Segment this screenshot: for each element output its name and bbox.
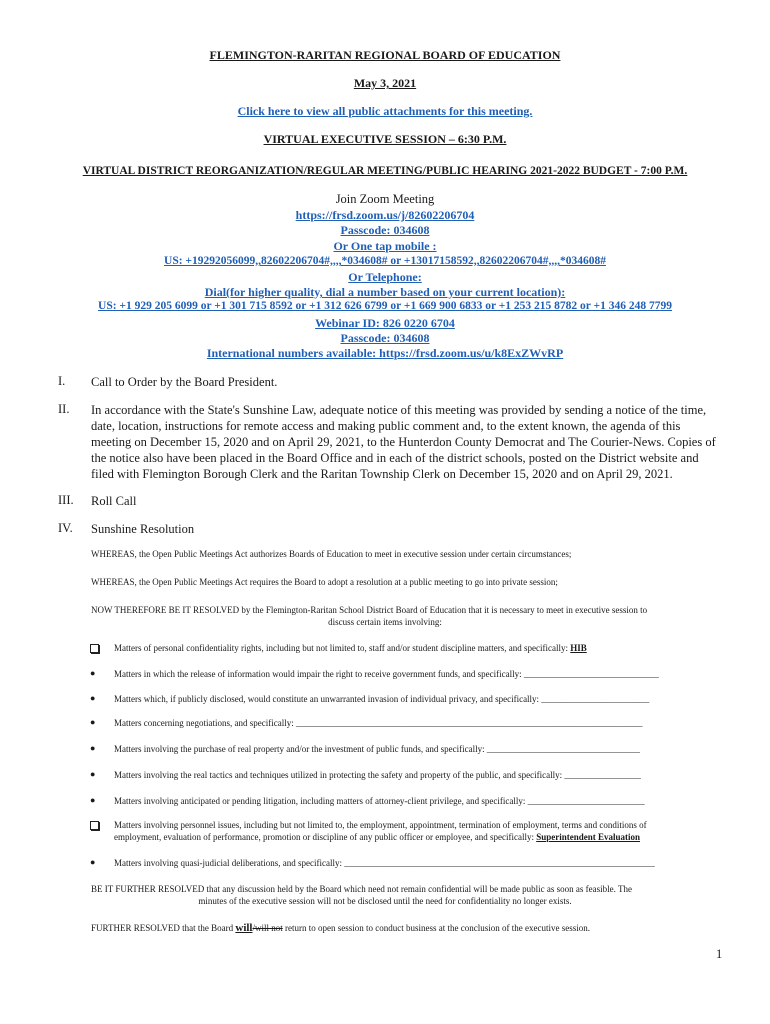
international-numbers-link[interactable]: International numbers available: https://frsd.zoom.us/u/k8ExZWvRP [206,346,564,360]
notice-line: In accordance with the State's Sunshine Law, adequate notice of this meeting was provided by sending a notice of the time, [91,403,707,417]
section-number: II. [58,402,70,416]
one-tap-label: Or One tap mobile : [333,239,437,253]
further-resolved-2: FURTHER RESOLVED that the Board will/will not return to open session to conduct business at the conclusion of the executive session. [91,922,590,934]
join-zoom-label: Join Zoom Meeting [335,192,435,206]
passcode-1: Passcode: 034608 [340,223,430,237]
meeting-date: May 3, 2021 [353,76,417,90]
attachments-link[interactable]: Click here to view all public attachments for this meeting. [237,104,533,118]
checkbox-icon [90,644,104,655]
notice-line: meeting on December 15, 2020 and on April 29, 2021, to the Hunterdon County Democrat and The Courier-News. Copies of [91,435,716,449]
will-not-struck: /will not [252,923,283,933]
section-sunshine-notice [91,402,731,482]
exec-session-heading: VIRTUAL EXECUTIVE SESSION – 6:30 P.M. [263,132,507,146]
bullet-icon: ● [90,693,96,703]
item-negotiations: Matters concerning negotiations, and specifically: _____________________________________________________________________________ [114,718,643,728]
attachments-link-row [0,104,770,119]
now-therefore-line-1: NOW THEREFORE BE IT RESOLVED by the Flemington-Raritan School District Board of Education that it is necessary to meet in executive session to [91,605,648,615]
bullet-icon: ● [90,795,96,805]
section-number: IV. [58,521,73,535]
item-specific-superintendent: Superintendent Evaluation [536,832,640,842]
will-option: will [235,922,253,934]
further-resolved-1-line-2: minutes of the executive session will not be disclosed until the need for confidentiality no longer exists. [198,896,572,906]
checkbox-icon [90,821,104,832]
passcode-2: Passcode: 034608 [340,331,430,345]
item-personnel: Matters involving personnel issues, including but not limited to, the employment, appointment, termination of employment, terms and conditions of employment, evaluation of performance, promotion or discipline of any public officer or employee, and specifically: Superintendent Evaluation [114,820,647,842]
dial-note: Dial(for higher quality, dial a number based on your current location): [204,285,566,299]
bullet-icon: ● [90,769,96,779]
bullet-icon: ● [90,743,96,753]
section-call-to-order: Call to Order by the Board President. [91,375,278,389]
notice-line: date, location, instructions for remote access and making public comment and, to the extent known, the agenda of this [91,419,681,433]
item-real-property: Matters involving the purchase of real property and/or the investment of public funds, and specifically: __________________________________ [114,744,640,754]
bullet-icon: ● [90,857,96,867]
section-number: I. [58,374,66,388]
board-title: FLEMINGTON-RARITAN REGIONAL BOARD OF EDUCATION [209,48,561,62]
further-resolved-1-line-1: BE IT FURTHER RESOLVED that any discussion held by the Board which need not remain confidential will be made public as soon as feasible. The [91,884,632,894]
whereas-2: WHEREAS, the Open Public Meetings Act requires the Board to adopt a resolution at a public meeting to go into private session; [91,577,558,587]
webinar-id: Webinar ID: 826 0220 6704 [315,316,455,330]
bullet-icon: ● [90,717,96,727]
zoom-meeting-link[interactable]: https://frsd.zoom.us/j/82602206704 [295,208,475,222]
or-telephone-label: Or Telephone: [348,270,422,284]
one-tap-numbers[interactable]: US: +19292056099,,82602206704#,,,,*034608# or +13017158592,,82602206704#,,,,*034608# [164,255,606,267]
item-government-funds: Matters in which the release of information would impair the right to receive government funds, and specifically: ______________________________ [114,669,659,679]
item-privacy: Matters which, if publicly disclosed, would constitute an unwarranted invasion of individual privacy, and specifically: ________________________ [114,694,650,704]
whereas-1: WHEREAS, the Open Public Meetings Act authorizes Boards of Education to meet in executive session under certain circumstances; [91,549,572,559]
notice-line: filed with Flemington Borough Clerk and the Raritan Township Clerk on December 15, 2020 and on April 29, 2021. [91,467,673,481]
section-number: III. [58,493,74,507]
page-number: 1 [716,947,723,961]
notice-line: the notice also have been placed in the Board Office and in each of the district schools, posted on the District website and [91,451,699,465]
item-litigation: Matters involving anticipated or pending litigation, including matters of attorney-client privilege, and specifically: __________________________ [114,796,645,806]
item-safety-tactics: Matters involving the real tactics and techniques utilized in protecting the safety and property of the public, and specifically: _________________ [114,770,641,780]
now-therefore-line-2: discuss certain items involving: [328,617,442,627]
phone-numbers: US: +1 929 205 6099 or +1 301 715 8592 or +1 312 626 6799 or +1 669 900 6833 or +1 253 215 8782 or +1 346 248 7799 [98,300,672,312]
bullet-icon: ● [90,668,96,678]
district-meeting-heading: VIRTUAL DISTRICT REORGANIZATION/REGULAR MEETING/PUBLIC HEARING 2021-2022 BUDGET - 7:00 P.M. [82,165,688,177]
item-quasi-judicial: Matters involving quasi-judicial deliberations, and specifically: _____________________________________________________________________ [114,858,655,868]
item-personal-confidentiality: Matters of personal confidentiality rights, including but not limited to, staff and/or student discipline matters, and specifically: HIB [114,643,587,653]
section-sunshine-resolution: Sunshine Resolution [91,522,195,536]
section-roll-call: Roll Call [91,494,137,508]
item-specific-hib: HIB [570,643,587,653]
